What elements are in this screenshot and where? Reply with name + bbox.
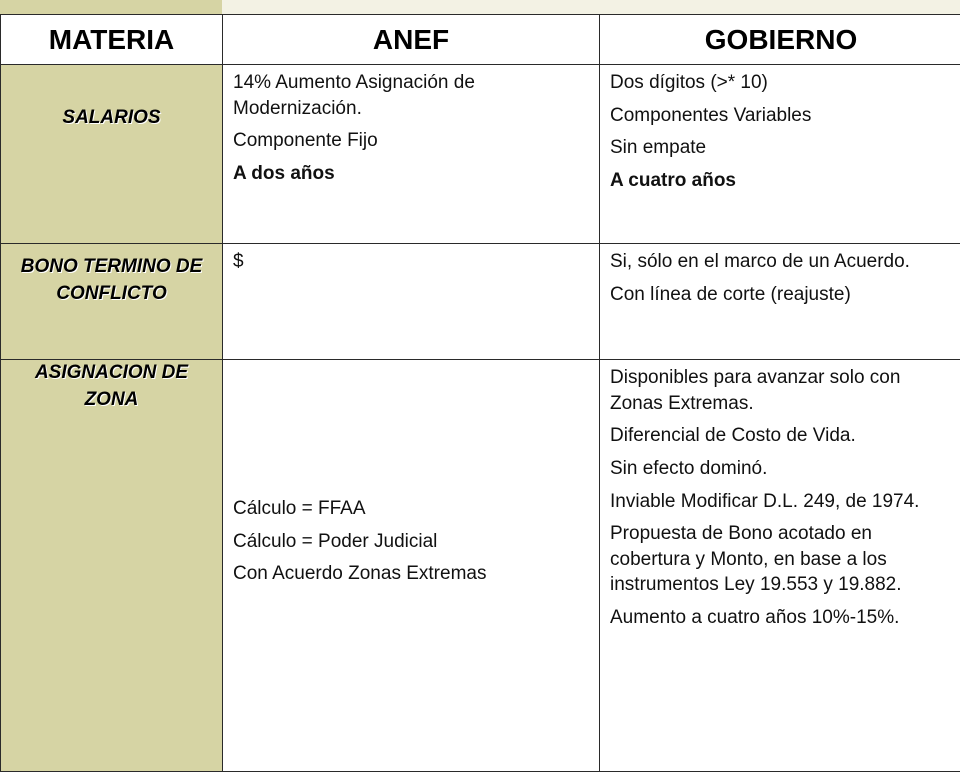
header-gobierno: GOBIERNO (600, 15, 960, 65)
list-item: Propuesta de Bono acotado en cobertura y Monto, en base a los instrumentos Ley 19.553 y 19.882. (610, 521, 952, 598)
list-item: Con línea de corte (reajuste) (610, 282, 952, 308)
top-strip-olive (0, 0, 222, 14)
list-item: Diferencial de Costo de Vida. (610, 423, 952, 449)
list-item: Componentes Variables (610, 103, 952, 129)
list-item: Componente Fijo (233, 128, 589, 154)
list-item: Dos dígitos (>* 10) (610, 70, 952, 96)
table-row (1, 244, 960, 360)
list-item: A cuatro años (610, 168, 952, 194)
list-item: Cálculo = Poder Judicial (233, 529, 589, 555)
gobierno-cell (600, 244, 960, 360)
anef-cell (223, 244, 600, 360)
list-item: A dos años (233, 161, 589, 187)
gobierno-cell (600, 360, 960, 772)
anef-cell (223, 65, 600, 244)
gobierno-cell (600, 65, 960, 244)
list-item: Disponibles para avanzar solo con Zonas Extremas. (610, 365, 952, 416)
anef-content (233, 365, 589, 725)
list-item: Aumento a cuatro años 10%-15%. (610, 605, 952, 631)
list-item: Sin empate (610, 135, 952, 161)
header-anef: ANEF (223, 15, 600, 65)
list-item: Inviable Modificar D.L. 249, de 1974. (610, 489, 952, 515)
materia-cell: SALARIOS (1, 65, 223, 244)
anef-cell (223, 360, 600, 772)
materia-cell: BONO TERMINO DE CONFLICTO (1, 244, 223, 360)
header-row (1, 15, 960, 65)
table-row (1, 360, 960, 772)
comparison-table (0, 14, 960, 772)
top-strip-light (222, 0, 960, 14)
list-item: Con Acuerdo Zonas Extremas (233, 561, 589, 587)
list-item: Sin efecto dominó. (610, 456, 952, 482)
materia-cell: ASIGNACION DE ZONA (1, 360, 223, 772)
list-item: 14% Aumento Asignación de Modernización. (233, 70, 589, 121)
table-row (1, 65, 960, 244)
header-materia: MATERIA (1, 15, 223, 65)
list-item: Si, sólo en el marco de un Acuerdo. (610, 249, 952, 275)
list-item: $ (233, 249, 589, 275)
list-item: Cálculo = FFAA (233, 496, 589, 522)
